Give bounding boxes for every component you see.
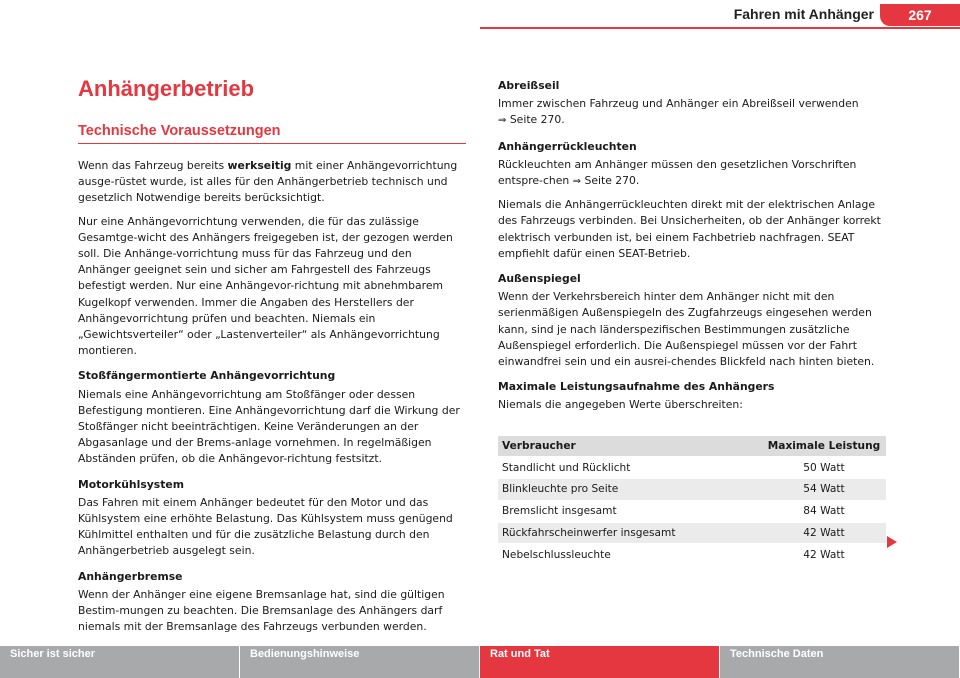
footer-tab-safety[interactable]: Sicher ist sicher [0,646,240,678]
footer-nav [0,646,960,678]
coupling-paragraph: Nur eine Anhängevorrichtung verwenden, die für das zulässige Gesamtge-wicht des Anhängers freigegeben ist, der gezogen werden soll. Die Anhänge-vorrichtung muss für das Fahrzeug und den Anhänger geeignet sein und sicher am Fahrgestell des Fahrzeugs befestigt werden. Nur eine Anhängevor-richtung mit abnehmbarem Kugelkopf verwenden. Immer die Angaben des Herstellers der Anhängevorrichtung prüfen und beachten. Niemals ein „Gewichtsverteiler“ oder „Lastenverteiler“ als Anhängevorrichtung montieren. [78,214,453,358]
running-header-title: Fahren mit Anhänger [733,6,874,22]
left-column [78,76,466,635]
table-cell-consumer: Nebelschlussleuchte [498,544,706,566]
footer-tab-operation[interactable]: Bedienungshinweise [240,646,480,678]
trailer-brake-heading: Anhängerbremse [78,569,183,583]
breakaway-cable-paragraph [498,96,888,129]
arrow-icon: ⇒ [572,176,582,188]
table-cell-consumer: Standlicht und Rücklicht [498,457,706,479]
table-header-power: Maximale Leistung [706,436,886,457]
table-cell-power: 42 Watt [706,522,886,544]
page-number: 267 [880,4,960,26]
cooling-paragraph: Das Fahren mit einem Anhänger bedeutet für den Motor und das Kühlsystem eine erhöhte Belastung. Das Kühlsystem muss genügend Kühlmittel enthalten und für die zusätzliche Belastung durch den Anhängerbetrieb ausgelegt sein. [78,495,453,558]
trailer-brake-paragraph: Wenn der Anhänger eine eigene Bremsanlage hat, sind die gültigen Bestim-mungen zu beachten. Die Bremsanlage des Anhängers darf niemals mit der Bremsanlage des Fahrzeugs verbunden werden. [78,587,445,634]
intro-paragraph [78,158,466,207]
table-cell-power: 54 Watt [706,478,886,500]
rear-lights-paragraph [498,157,888,190]
breakaway-cable-heading: Abreißseil [498,79,560,92]
table-cell-power: 50 Watt [706,457,886,479]
table-cell-consumer: Rückfahrscheinwerfer insgesamt [498,522,706,544]
footer-tab-advice[interactable]: Rat und Tat [480,646,720,678]
table-row [498,522,886,544]
table-header-row [498,436,886,457]
bumper-heading: Stoßfängermontierte Anhängevorrichtung [78,369,336,383]
rear-lights-paragraph-2: Niemals die Anhängerrückleuchten direkt mit der elektrischen Anlage des Fahrzeugs verbinden. Bei Unsicherheiten, ob der Anhänger korrekt elektrisch verbunden ist, bei einem Fachbetrieb nachfragen. SEAT empfiehlt dafür einen SEAT-Betrieb. [498,198,881,260]
header-divider [480,27,960,29]
table-cell-power: 42 Watt [706,544,886,566]
intro-text-after: mit einer Anhängevorrichtung ausge-rüstet wurde, ist alles für den Anhängerbetrieb technisch und gesetzlich Notwendige bereits berücksichtigt. [78,159,458,205]
right-column [498,78,888,566]
rear-lights-reference[interactable]: Seite 270. [584,174,640,188]
page-title: Anhängerbetrieb [78,76,255,101]
table-cell-consumer: Bremslicht insgesamt [498,500,706,522]
table-row [498,457,886,479]
table-row [498,478,886,500]
bumper-paragraph: Niemals eine Anhängevorrichtung am Stoßfänger oder dessen Befestigung montieren. Eine Anhängevorrichtung darf die Wirkung der Stoßfänger nicht beeinträchtigen. Keine Veränderungen an der Abgasanlage und der Brems-anlage vornehmen. In regelmäßigen Abständen prüfen, ob die Anhängevor-richtung festsitzt. [78,387,460,466]
table-header-consumer: Verbraucher [498,436,706,457]
rear-lights-heading: Anhängerrückleuchten [498,139,637,153]
section-title: Technische Voraussetzungen [78,122,466,144]
table-cell-consumer: Blinkleuchte pro Seite [498,478,706,500]
power-consumption-paragraph: Niemals die angegeben Werte überschreiten: [498,398,743,412]
rear-lights-text: Rückleuchten am Anhänger müssen den gesetzlichen Vorschriften entspre-chen [498,157,857,188]
footer-tab-technical-data[interactable]: Technische Daten [720,646,960,678]
mirrors-heading: Außenspiegel [498,272,581,286]
arrow-icon: ⇒ [498,115,507,127]
continue-arrow-icon[interactable] [887,536,897,548]
breakaway-cable-reference[interactable]: Seite 270. [509,113,565,127]
intro-bold: werkseitig [227,159,292,172]
breakaway-cable-text: Immer zwischen Fahrzeug und Anhänger ein Abreißseil verwenden [498,97,859,111]
mirrors-paragraph: Wenn der Verkehrsbereich hinter dem Anhänger nicht mit den serienmäßigen Außenspiegeln des Zugfahrzeugs eingesehen werden kann, sind je nach länderspezifischen Bestimmungen zusätzliche Außenspiegel erforderlich. Die Außenspiegel müssen vor der Fahrt einwandfrei sein und ein ausrei-chendes Blickfeld nach hinten bieten. [498,290,875,369]
table-cell-power: 84 Watt [706,500,886,522]
power-consumption-heading: Maximale Leistungsaufnahme des Anhängers [498,380,775,394]
power-table [498,436,886,566]
table-row [498,544,886,566]
table-row [498,500,886,522]
cooling-heading: Motorkühlsystem [78,477,184,491]
intro-text-before: Wenn das Fahrzeug bereits [78,159,228,172]
